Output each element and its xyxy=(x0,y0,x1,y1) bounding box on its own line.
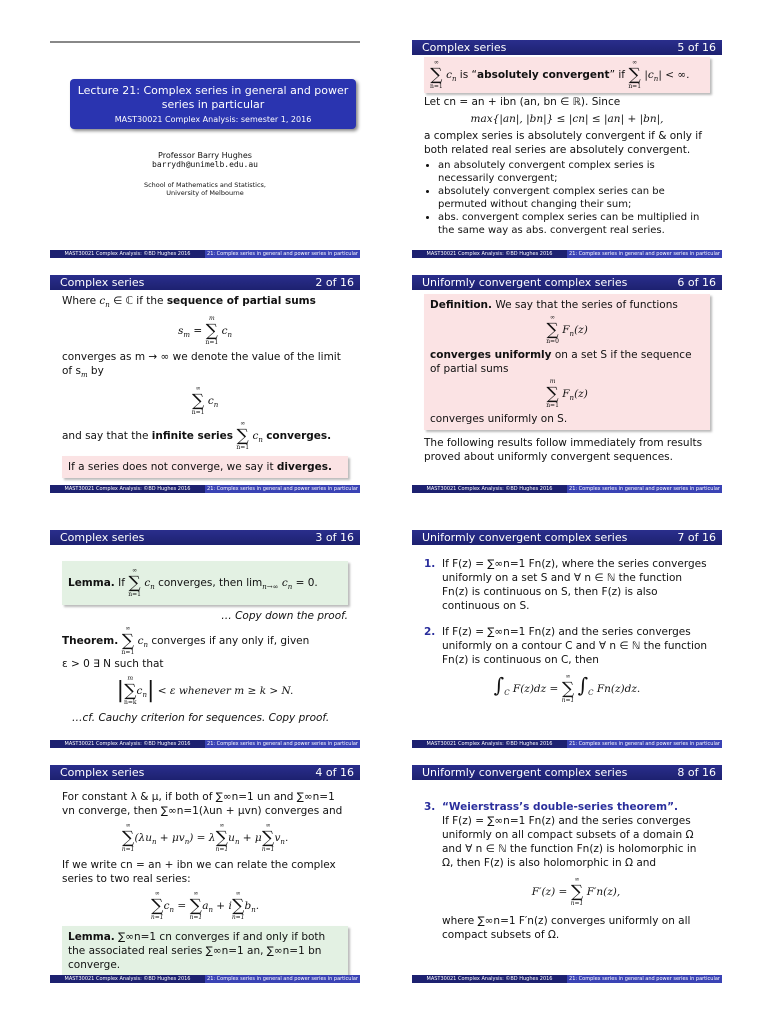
footer: MAST30021 Complex Analysis: ©BD Hughes 2016 21: Complex series in general and power series in particular xyxy=(412,975,722,983)
slide-body xyxy=(412,545,722,709)
footer: MAST30021 Complex Analysis: ©BD Hughes 2016 21: Complex series in general and power series in particular xyxy=(50,740,360,748)
result-3: 3. “Weierstrass’s double-series theorem”. If F(z) = ∑∞n=1 Fn(z) and the series converges uniformly on all compact subsets of a domain Ω and ∀ n ∈ ℕ the function Fn(z) is holomorphic in Ω, then F(z) is also holomorphic in Ω and F′(z) = ∞ ∑ n=1 F′n(z), where ∑∞n=1 F′n(z) converges uniformly on all compact subsets of Ω. xyxy=(424,800,710,942)
definition-box: ∞ ∑ n=1 $c_n$ is “absolutely convergent” if ∞ ∑ n=1 $|c_n|$ < ∞. xyxy=(424,57,710,93)
slide-header: Complex series 5 of 16 xyxy=(412,40,722,55)
slide-5 xyxy=(412,40,722,258)
slide-title: Complex series xyxy=(60,276,145,289)
slide-body: Lemma. If ∞ ∑ n=1 $c_n$ converges, then $\lim_{n\to\infty} c_n = 0$. … Copy down the proof. Theorem. ∞ ∑ n=1 $c_n$ converges if any only if, given ε > 0 ∃ N such that | m ∑ n=k $c_n| < \varepsilon$ whenever m ≥ k > N. …cf. Cauchy criterion for sequences. Copy proof. xyxy=(50,545,360,729)
footer: MAST30021 Complex Analysis: ©BD Hughes 2016 21: Complex series in general and power series in particular xyxy=(50,485,360,493)
title-block xyxy=(70,79,356,129)
result-1: 1. If F(z) = ∑∞n=1 Fn(z), where the series converges uniformly on a set S and ∀ n ∈ ℕ the function Fn(z) is continuous on S, then F(z) is also continuous on S. xyxy=(424,558,707,612)
lemma-box: Lemma. If ∞ ∑ n=1 $c_n$ converges, then $\lim_{n\to\infty} c_n = 0$. xyxy=(62,561,348,605)
sum-symbol: ∞ ∑ n=1 xyxy=(121,625,135,656)
list-item: • abs. convergent complex series can be multiplied in the same way as abs. convergent real series. xyxy=(438,211,710,237)
footer: MAST30021 Complex Analysis: ©BD Hughes 2016 21: Complex series in general and power series in particular xyxy=(412,250,722,258)
slide-header: Uniformly convergent complex series 8 of 16 xyxy=(412,765,722,780)
definition-box: Definition. We say that the series of functions ∞ ∑ n=0 $F_n(z)$ converges uniformly on a set S if the sequence of partial sums m ∑ n=1 $F_n(z)$ converges uniformly on S. xyxy=(424,294,710,430)
sum-symbol: ∞ ∑ n=1 xyxy=(128,567,141,598)
slide-1 xyxy=(50,40,360,258)
slide-header: Uniformly convergent complex series 6 of 16 xyxy=(412,275,722,290)
linearity-equation: ∞ ∑ n=1 $(\lambda u_n + \mu v_n) = \lambda$ ∞ ∑ n=1 $u_n + \mu$ ∞ ∑ n=1 $v_n$. xyxy=(121,822,289,853)
slide-3 xyxy=(50,530,360,748)
affiliation-1: School of Mathematics and Statistics, xyxy=(143,181,266,189)
slide-body xyxy=(412,780,722,946)
footer: MAST30021 Complex Analysis: ©BD Hughes 2016 21: Complex series in general and power series in particular xyxy=(412,740,722,748)
slide-2 xyxy=(50,275,360,493)
affiliation-2: University of Melbourne xyxy=(166,189,244,197)
footer: MAST30021 Complex Analysis: ©BD Hughes 2016 21: Complex series in general and power series in particular xyxy=(412,485,722,493)
footer xyxy=(50,250,360,258)
footer-right: 21: Complex series in general and power series in particular xyxy=(205,250,360,258)
slide-body: For constant λ & μ, if both of ∑∞n=1 un and ∑∞n=1 vn converge, then ∑∞n=1(λun + μvn) converges and ∞ ∑ n=1 $(\lambda u_n + \mu v_n) = \lambda$ ∞ ∑ n=1 $u_n + \mu$ ∞ ∑ n=1 $v_n$. If we write cn = an + ibn we can relate the complex series to two real series: ∞ ∑ n=1 $c_n$ = ∞ ∑ n=1 $a_n + i$ ∞ ∑ n=1 $b_n$. Lemma. ∑∞n=1 cn converges if and only if both the associated real series ∑∞n=1 an, ∑∞n=1 bn converge. xyxy=(50,780,360,980)
slide-header xyxy=(50,275,360,290)
slide-8 xyxy=(412,765,722,983)
sum-symbol: ∞ ∑ n=1 xyxy=(191,385,205,417)
slide-6 xyxy=(412,275,722,493)
lecture-subtitle: MAST30021 Complex Analysis: semester 1, 2016 xyxy=(114,115,312,124)
sum-symbol: m ∑ n=1 xyxy=(205,315,219,347)
slide-4 xyxy=(50,765,360,983)
list-item: • an absolutely convergent complex series is necessarily convergent; xyxy=(438,159,710,185)
list-item: • absolutely convergent complex series can be permuted without changing their sum; xyxy=(438,185,710,211)
derivative-equation: F′(z) = ∞ ∑ n=1 F′n(z), xyxy=(531,876,621,907)
integral-equation: $\int_C$ F(z)dz = ∞ ∑ n=1 $\int_C$ Fn(z)dz. xyxy=(493,673,641,704)
top-rule xyxy=(50,41,360,43)
author: Professor Barry Hughes xyxy=(158,151,252,160)
slide-body: Where $c_n$ ∈ ℂ if the sequence of partial sums $s_m$ = m ∑ n=1 $c_n$ converges as m → ∞ we denote the value of the limit of $s_m$ by ∞ ∑ n=1 $c_n$ and say that the infinite series ∞ ∑ n=1 $c_n$ converges. If a series does not converge, we say it diverges. xyxy=(50,290,360,482)
slide-body: ∞ ∑ n=1 $c_n$ is “absolutely convergent” if ∞ ∑ n=1 $|c_n|$ < ∞. Let cn = an + ibn (an, bn ∈ ℝ). Since max{|an|, |bn|} ≤ |cn| ≤ |an| + |bn|, a complex series is absolutely convergent if & only if both related real series are absolutely convergent. • an absolutely convergent complex series is necessarily convergent; • absolutely convergent complex series can be permuted without changing their sum; • abs. convergent complex series can be multiplied in the same way as abs. convergent real series. xyxy=(412,55,722,243)
lemma-box: Lemma. ∑∞n=1 cn converges if and only if both the associated real series ∑∞n=1 an, ∑∞n=1 bn converge. xyxy=(62,926,348,976)
slide-body: Definition. We say that the series of functions ∞ ∑ n=0 $F_n(z)$ converges uniformly on a set S if the sequence of partial sums m ∑ n=1 $F_n(z)$ converges uniformly on S. The following results follow immediately from results proved about uniformly convergent sequences. xyxy=(412,290,722,468)
split-equation: ∞ ∑ n=1 $c_n$ = ∞ ∑ n=1 $a_n + i$ ∞ ∑ n=1 $b_n$. xyxy=(150,890,260,921)
sum-symbol: m ∑ n=k xyxy=(124,675,137,706)
properties-list xyxy=(424,159,710,237)
footer-left: MAST30021 Complex Analysis: ©BD Hughes 2016 xyxy=(50,250,205,258)
result-2: 2. If F(z) = ∑∞n=1 Fn(z) and the series converges uniformly on a contour C and ∀ n ∈ ℕ the function Fn(z) is continuous on C, then xyxy=(424,626,708,666)
slide-header: Complex series 3 of 16 xyxy=(50,530,360,545)
lecture-title: Lecture 21: Complex series in general and power series in particular xyxy=(77,84,349,111)
slide-page: 2 of 16 xyxy=(315,276,354,289)
email: barrydh@unimelb.edu.au xyxy=(152,160,258,169)
footer: MAST30021 Complex Analysis: ©BD Hughes 2016 21: Complex series in general and power series in particular xyxy=(50,975,360,983)
slide-7 xyxy=(412,530,722,748)
sum-symbol: ∞ ∑ n=1 xyxy=(236,420,250,452)
slide-header: Uniformly convergent complex series 7 of 16 xyxy=(412,530,722,545)
slide-header: Complex series 4 of 16 xyxy=(50,765,360,780)
note-box: If a series does not converge, we say it diverges. xyxy=(62,456,348,478)
